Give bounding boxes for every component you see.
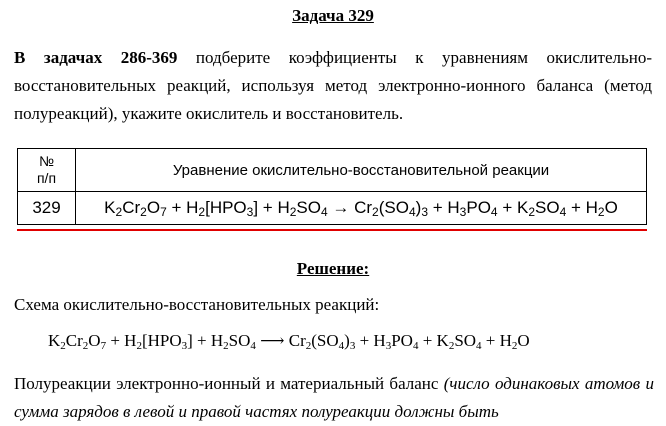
scheme-subscript: 2 <box>305 340 312 352</box>
equation-text: PO <box>466 198 491 217</box>
scheme-subscript: 2 <box>223 340 229 352</box>
equation-subscript: 2 <box>140 205 147 219</box>
equation-subscript: 4 <box>559 205 567 219</box>
equation-text: Cr <box>122 198 141 217</box>
half-reactions-lead: Полуреакции электронно-ионный и материальный баланс <box>14 374 444 393</box>
equation-text: + K <box>497 198 529 217</box>
equation-subscript: 2 <box>597 205 605 219</box>
equation-text: → Cr <box>327 198 373 217</box>
scheme-subscript: 2 <box>136 340 142 352</box>
red-underline <box>17 229 647 231</box>
scheme-text: ] + H <box>187 331 224 350</box>
equation-text: [HPO <box>205 198 247 217</box>
equation-subscript: 3 <box>459 205 467 219</box>
scheme-subscript: 2 <box>448 340 455 352</box>
scheme-text: + H <box>481 331 512 350</box>
equation-text: O <box>146 198 161 217</box>
scheme-subscript: 3 <box>181 340 188 352</box>
equation-subscript: 4 <box>490 205 498 219</box>
scheme-text: Cr <box>65 331 83 350</box>
header-equation: Уравнение окислительно-восстановительной реакции <box>76 149 647 192</box>
scheme-subscript: 2 <box>511 340 518 352</box>
scheme-text: SO <box>454 331 477 350</box>
scheme-subscript: 2 <box>60 340 66 352</box>
equation-subscript: 4 <box>320 205 328 219</box>
equation-subscript: 2 <box>198 205 206 219</box>
scheme-subscript: 4 <box>338 340 345 352</box>
table-row <box>18 192 647 225</box>
equation-text: ) <box>415 198 422 217</box>
scheme-subscript: 4 <box>476 340 482 352</box>
equation-subscript: 2 <box>528 205 536 219</box>
equation-text: SO <box>535 198 560 217</box>
row-equation <box>76 192 647 225</box>
scheme-text: + H <box>355 331 386 350</box>
page-title: Задача 329 <box>292 6 374 25</box>
scheme-subscript: 7 <box>100 340 107 352</box>
scheme-text: + H <box>106 331 137 350</box>
equation-subscript: 2 <box>289 205 297 219</box>
reaction-table <box>17 148 647 225</box>
equation-text: O <box>604 198 618 217</box>
equation-text: SO <box>296 198 321 217</box>
equation-text: ] + H <box>253 198 290 217</box>
scheme-subscript: 3 <box>349 340 356 352</box>
task-text: подберите коэффициенты к уравнениям окислительно-восстановительных реакций, используя метод электронно-ионного баланса (метод полуреакций), укажите окислитель и восстановитель. <box>14 48 652 123</box>
equation-text: (SO <box>378 198 409 217</box>
equation-subscript: 7 <box>160 205 167 219</box>
solution-title: Решение: <box>296 259 370 278</box>
equation-subscript: 2 <box>372 205 379 219</box>
equation-subscript: 4 <box>408 205 416 219</box>
scheme-subscript: 3 <box>385 340 392 352</box>
scheme-text: [HPO <box>141 331 182 350</box>
scheme-text: K <box>48 331 61 350</box>
scheme-subscript: 2 <box>82 340 89 352</box>
scheme-text: (SO <box>311 331 339 350</box>
scheme-subscript: 4 <box>412 340 419 352</box>
header-number <box>18 149 76 192</box>
scheme-text: ) <box>344 331 350 350</box>
header-number-symbol: № <box>38 153 55 169</box>
row-number: 329 <box>18 192 76 225</box>
scheme-equation <box>48 331 530 351</box>
task-statement <box>14 44 652 128</box>
equation-subscript: 3 <box>421 205 429 219</box>
equation-text: + H <box>428 198 460 217</box>
equation-subscript: 2 <box>115 205 123 219</box>
table-header-row <box>18 149 647 192</box>
scheme-subscript: 4 <box>250 340 256 352</box>
scheme-text: O <box>517 331 530 350</box>
half-reactions-text <box>14 370 654 426</box>
scheme-text: O <box>88 331 101 350</box>
header-number-pp: п/п <box>36 170 57 186</box>
equation-text: K <box>104 198 116 217</box>
half-reactions-note: (число одинаковых атомов и сумма зарядов в левой и правой частях полуреакции должны быть <box>14 374 654 421</box>
scheme-text: SO <box>228 331 251 350</box>
scheme-text: + K <box>418 331 449 350</box>
scheme-label: Схема окислительно-восстановительных реакций: <box>14 295 380 314</box>
task-range: В задачах 286-369 <box>14 48 178 67</box>
equation-text: + H <box>566 198 598 217</box>
equation-subscript: 3 <box>246 205 254 219</box>
scheme-text: ⟶ Cr <box>255 331 306 350</box>
scheme-text: PO <box>391 331 413 350</box>
equation-text: + H <box>166 198 199 217</box>
